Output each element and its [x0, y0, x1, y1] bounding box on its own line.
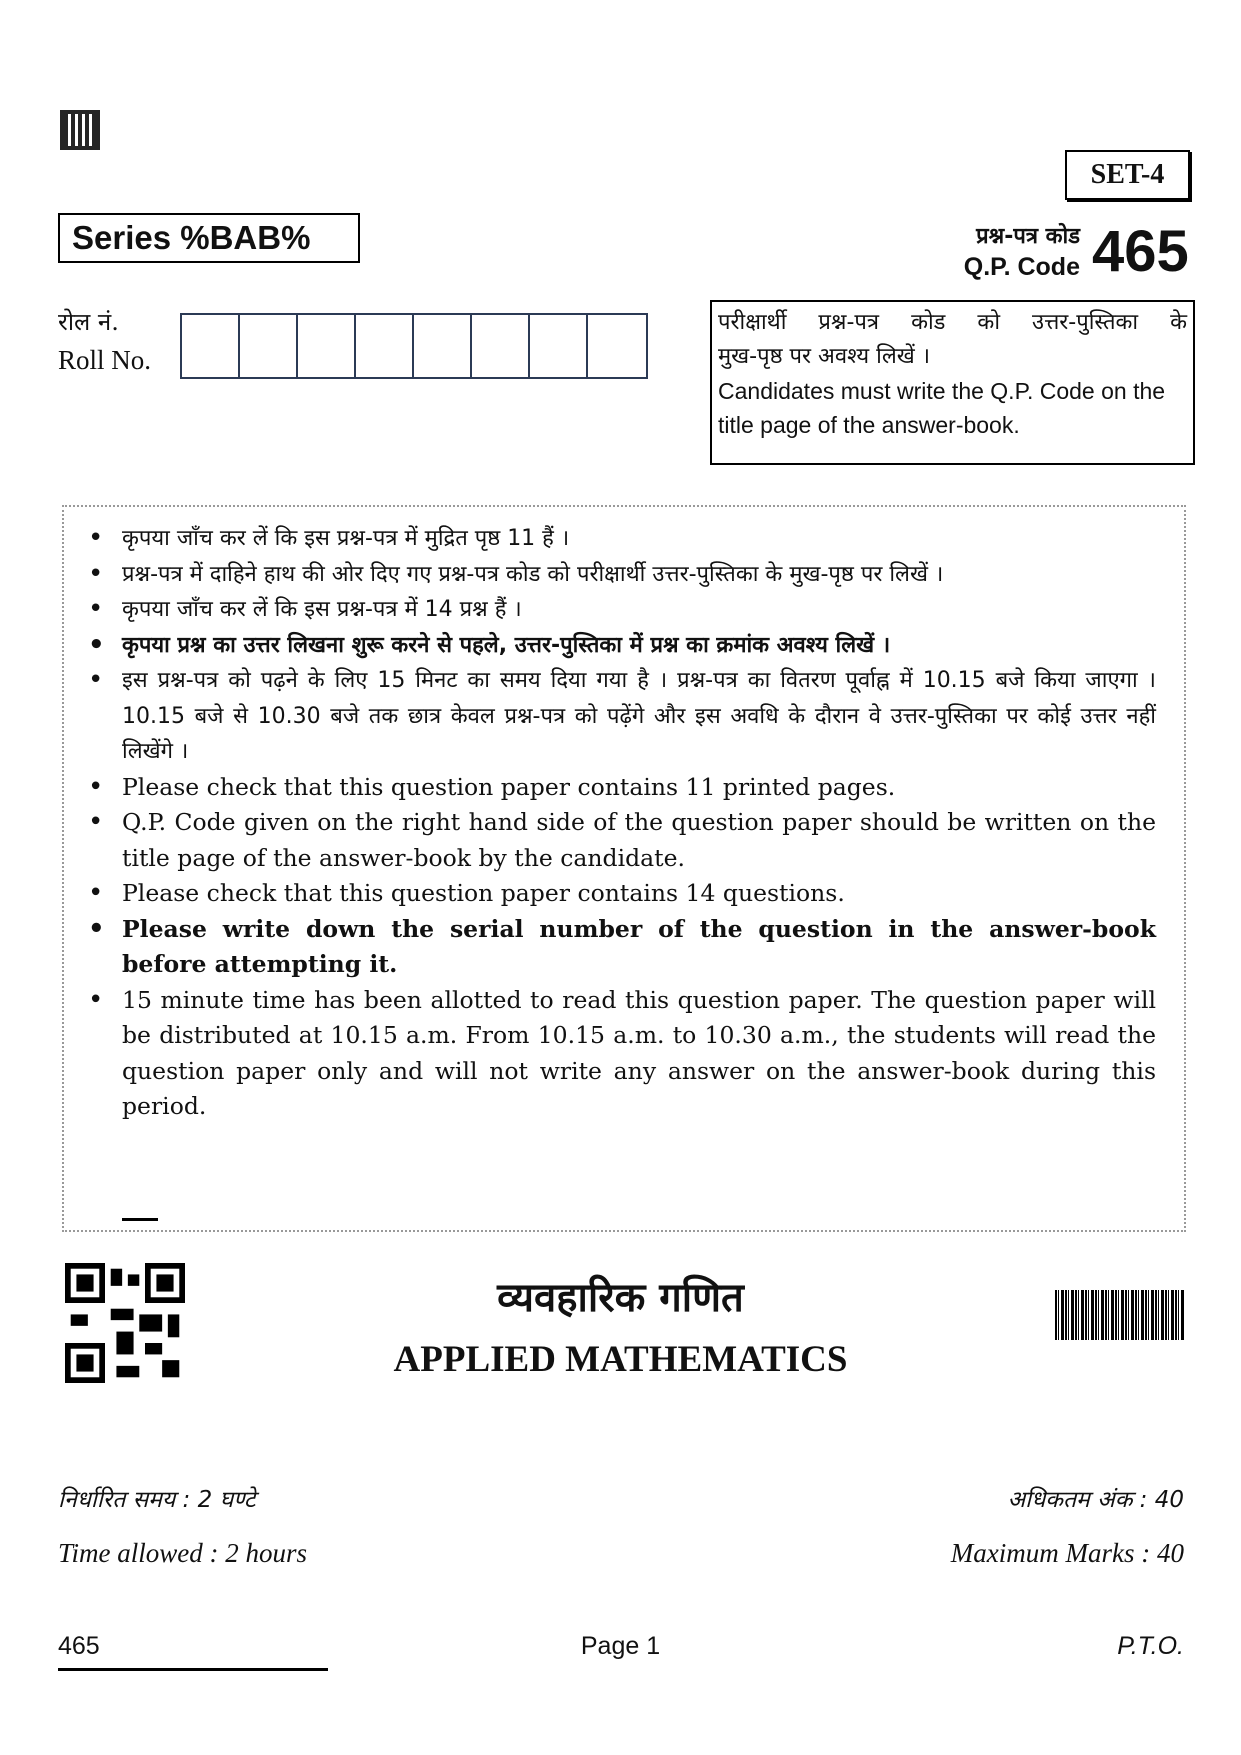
max-marks: Maximum Marks : 40: [950, 1538, 1184, 1568]
end-dash: [122, 1218, 158, 1221]
page-number: Page 1: [580, 1632, 661, 1660]
series-label: Series %BAB%: [58, 213, 360, 263]
time-allowed-hindi: निर्धारित समय : 2 घण्टे: [58, 1487, 256, 1513]
time-allowed: Time allowed : 2 hours: [58, 1538, 308, 1568]
roll-box[interactable]: [240, 315, 298, 377]
roll-box[interactable]: [472, 315, 530, 377]
candidate-note-hindi-1: परीक्षार्थी प्रश्न-पत्र कोड को उत्तर-पुस्तिका के: [718, 310, 1187, 335]
instruction-item: • कृपया जाँच कर लें कि इस प्रश्न-पत्र में 14 प्रश्न हैं ।: [84, 592, 1156, 628]
roll-box[interactable]: [588, 315, 646, 377]
instruction-item: • Please check that this question paper contains 14 questions.: [84, 876, 1156, 912]
instruction-item: • कृपया जाँच कर लें कि इस प्रश्न-पत्र में मुद्रित पृष्ठ 11 हैं ।: [84, 521, 1156, 557]
roll-number-boxes[interactable]: [180, 313, 648, 379]
instruction-item: • Q.P. Code given on the right hand side of the question paper should be written on the title page of the answer-book by the candidate.: [84, 805, 1156, 876]
instruction-item: • Please check that this question paper contains 11 printed pages.: [84, 770, 1156, 806]
instruction-item: • Please write down the serial number of the question in the answer-book before attempting it.: [84, 912, 1156, 983]
max-marks-hindi: अधिकतम अंक : 40: [1007, 1487, 1184, 1513]
candidate-note-english: Candidates must write the Q.P. Code on the title page of the answer-book.: [718, 378, 1166, 438]
roll-box[interactable]: [356, 315, 414, 377]
subject-title-hindi: व्यवहारिक गणित: [497, 1275, 744, 1321]
roll-box[interactable]: [414, 315, 472, 377]
instructions-box: [62, 505, 1186, 1232]
set-label: SET-4: [1065, 150, 1190, 200]
qp-code-number: 465: [1092, 219, 1189, 284]
pto-label: P.T.O.: [1117, 1632, 1184, 1660]
instruction-item: • प्रश्न-पत्र में दाहिने हाथ की ओर दिए गए प्रश्न-पत्र कोड को परीक्षार्थी उत्तर-पुस्तिका के मुख-पृष्ठ पर लिखें ।: [84, 557, 1156, 593]
subject-title: APPLIED MATHEMATICS: [393, 1339, 848, 1380]
instruction-item: • इस प्रश्न-पत्र को पढ़ने के लिए 15 मिनट का समय दिया गया है । प्रश्न-पत्र का वितरण पूर्वाह्न में 10.15 बजे किया जाएगा । 10.15 बजे से 10.30 बजे तक छात्र केवल प्रश्न-पत्र को पढ़ेंगे और इस अवधि के दौरान वे उत्तर-पुस्तिका पर कोई उत्तर नहीं लिखेंगे ।: [84, 663, 1156, 770]
candidate-note-hindi-2: मुख-पृष्ठ पर अवश्य लिखें ।: [718, 344, 931, 369]
roll-label-hindi: रोल नं.: [58, 308, 119, 336]
small-qr-code: [60, 110, 100, 150]
instruction-item: • 15 minute time has been allotted to read this question paper. The question paper will be distributed at 10.15 a.m. From 10.15 a.m. to 10.30 a.m., the students will read the question paper only and will not write any answer on the answer-book during this period.: [84, 983, 1156, 1125]
roll-box[interactable]: [182, 315, 240, 377]
qp-code-label-hindi: प्रश्न-पत्र कोड: [976, 224, 1080, 249]
roll-box[interactable]: [530, 315, 588, 377]
footer-underline: [58, 1668, 328, 1671]
qp-code-label: Q.P. Code: [963, 253, 1080, 281]
barcode: [1055, 1290, 1185, 1340]
roll-label: Roll No.: [58, 345, 152, 375]
roll-box[interactable]: [298, 315, 356, 377]
candidate-note-box: [710, 300, 1195, 465]
footer-code: 465: [58, 1632, 100, 1660]
instruction-item: • कृपया प्रश्न का उत्तर लिखना शुरू करने से पहले, उत्तर-पुस्तिका में प्रश्न का क्रमांक अवश्य लिखें ।: [84, 628, 1156, 664]
